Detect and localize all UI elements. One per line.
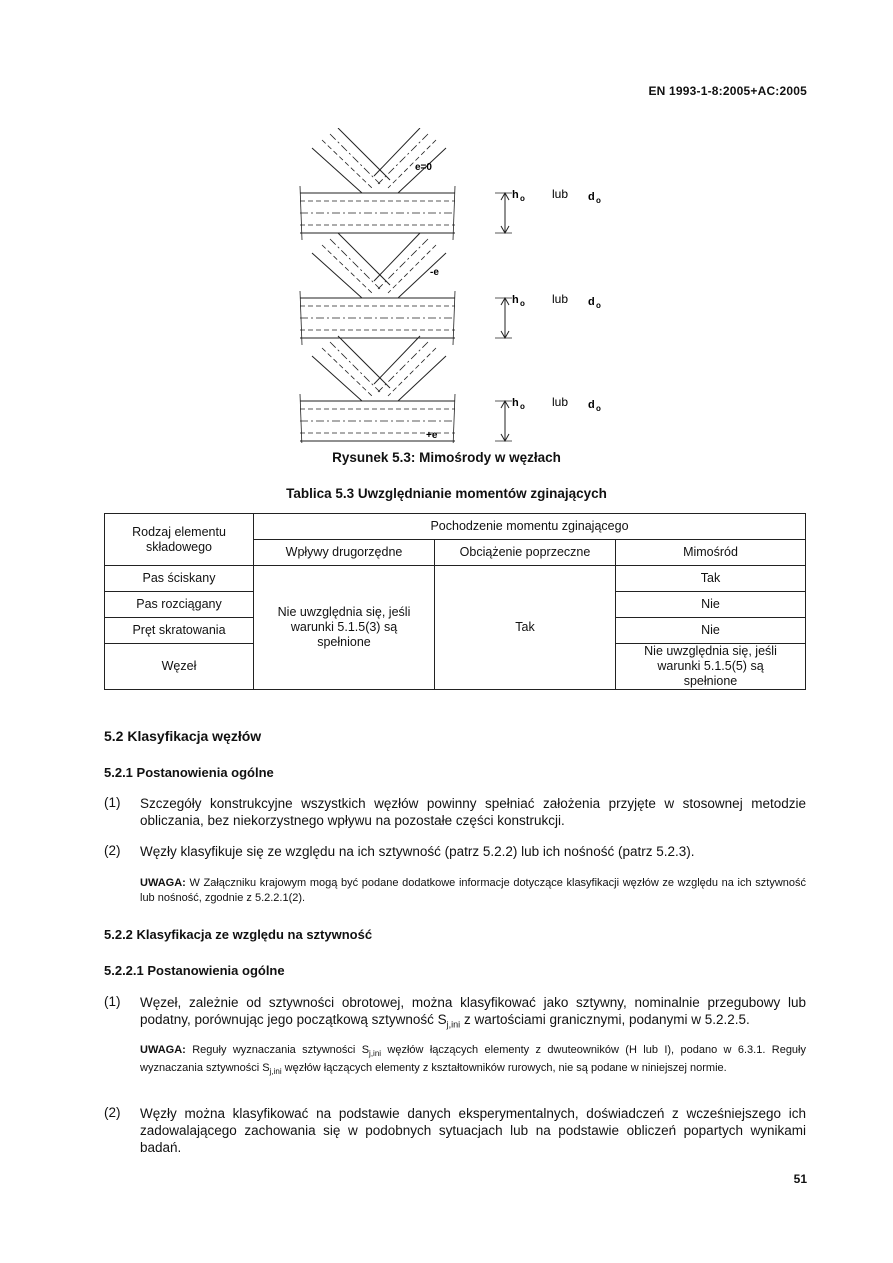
paragraph: Szczegóły konstrukcyjne wszystkich węzłów powinny spełniać założenia przyjęte w stosownej metodzie obliczania, bez niekorzystnego wpływu na pozostałe części konstrukcji.	[140, 796, 806, 828]
label-e-pos: +e	[426, 430, 438, 441]
table-title: Tablica 5.3 Uwzględnianie momentów zginających	[286, 486, 607, 501]
svg-text:o: o	[520, 402, 525, 411]
table-cell-eccentricity: Tak	[616, 566, 806, 592]
label-e0: e=0	[415, 162, 432, 173]
table-row-name: Pręt skratowania	[105, 618, 254, 644]
svg-text:o: o	[520, 194, 525, 203]
figure-panel-zero-eccentricity	[300, 128, 601, 240]
table-cell-eccentricity: Nie uwzględnia się, jeśli warunki 5.1.5(5) są spełnione	[616, 644, 806, 690]
page-number: 51	[793, 1172, 807, 1186]
document-header: EN 1993-1-8:2005+AC:2005	[648, 84, 807, 98]
figure-caption: Rysunek 5.3: Mimośrody w węzłach	[332, 450, 561, 465]
svg-text:o: o	[596, 404, 601, 413]
svg-text:h: h	[512, 189, 519, 201]
svg-text:d: d	[588, 399, 595, 411]
paragraph-number: (1)	[104, 795, 121, 810]
table-subheader: Mimośród	[616, 540, 806, 566]
table-header-origin: Pochodzenie momentu zginającego	[254, 514, 806, 540]
table-cell-eccentricity: Nie	[616, 592, 806, 618]
svg-text:h: h	[512, 294, 519, 306]
moments-table	[104, 513, 806, 690]
table-row-name: Pas rozciągany	[105, 592, 254, 618]
table-row-name: Pas ściskany	[105, 566, 254, 592]
label-e-neg: -e	[430, 267, 439, 278]
table-cell-secondary: Nie uwzględnia się, jeśli warunki 5.1.5(3) są spełnione	[254, 566, 435, 690]
svg-text:o: o	[520, 299, 525, 308]
table-cell-transverse: Tak	[435, 566, 616, 690]
svg-text:d: d	[588, 191, 595, 203]
figure-panel-negative-eccentricity	[300, 233, 601, 345]
figure-panel-positive-eccentricity	[300, 336, 601, 443]
note: UWAGA: W Załączniku krajowym mogą być podane dodatkowe informacje dotyczące klasyfikacji węzłów ze względu na ich sztywność lub nośność, zgodnie z 5.2.2.1(2).	[140, 877, 806, 904]
table-cell-eccentricity: Nie	[616, 618, 806, 644]
svg-text:d: d	[588, 296, 595, 308]
paragraph-number: (2)	[104, 843, 121, 858]
svg-text:h: h	[512, 397, 519, 409]
table-row-name: Węzeł	[105, 644, 254, 690]
paragraph-number: (1)	[104, 994, 121, 1009]
paragraph: Węzły klasyfikuje się ze względu na ich sztywność (patrz 5.2.2) lub ich nośność (patrz 5.2.3).	[140, 844, 695, 859]
eccentricity-figure	[290, 128, 620, 443]
subsection-heading: 5.2.2 Klasyfikacja ze względu na sztywność	[104, 927, 373, 942]
paragraph: Węzeł, zależnie od sztywności obrotowej, można klasyfikować jako sztywny, nominalnie przegubowy lub podatny, porównując jego początkową sztywność $S_{j,ini}$ z wartościami granicznymi, podanymi w 5.2.2.5.	[140, 995, 806, 1030]
paragraph: Węzły można klasyfikować na podstawie danych eksperymentalnych, doświadczeń z wcześniejszego ich zadowalającego zachowania się w podobnych sytuacjach lub na podstawie obliczeń popartych wynikami badań.	[140, 1106, 806, 1155]
note: UWAGA: Reguły wyznaczania sztywności $S_{j,ini}$ węzłów łączących elementy z dwuteowników (H lub I), podano w 6.3.1. Reguły wyznaczania sztywności $S_{j,ini}$ węzłów łączących elementy z kształtowników rurowych, nie są podane w niniejszej normie.	[140, 1044, 806, 1077]
svg-text:lub: lub	[552, 292, 569, 306]
subsection-heading: 5.2.1 Postanowienia ogólne	[104, 765, 274, 780]
svg-text:lub: lub	[552, 187, 569, 201]
section-heading: 5.2 Klasyfikacja węzłów	[104, 728, 262, 744]
svg-text:lub: lub	[552, 395, 569, 409]
svg-text:o: o	[596, 196, 601, 205]
subsection-heading: 5.2.2.1 Postanowienia ogólne	[104, 963, 285, 978]
table-subheader: Obciążenie poprzeczne	[435, 540, 616, 566]
table-subheader: Wpływy drugorzędne	[254, 540, 435, 566]
table-header-element-type: Rodzaj elementu składowego	[105, 514, 254, 566]
paragraph-number: (2)	[104, 1105, 121, 1120]
svg-text:o: o	[596, 301, 601, 310]
